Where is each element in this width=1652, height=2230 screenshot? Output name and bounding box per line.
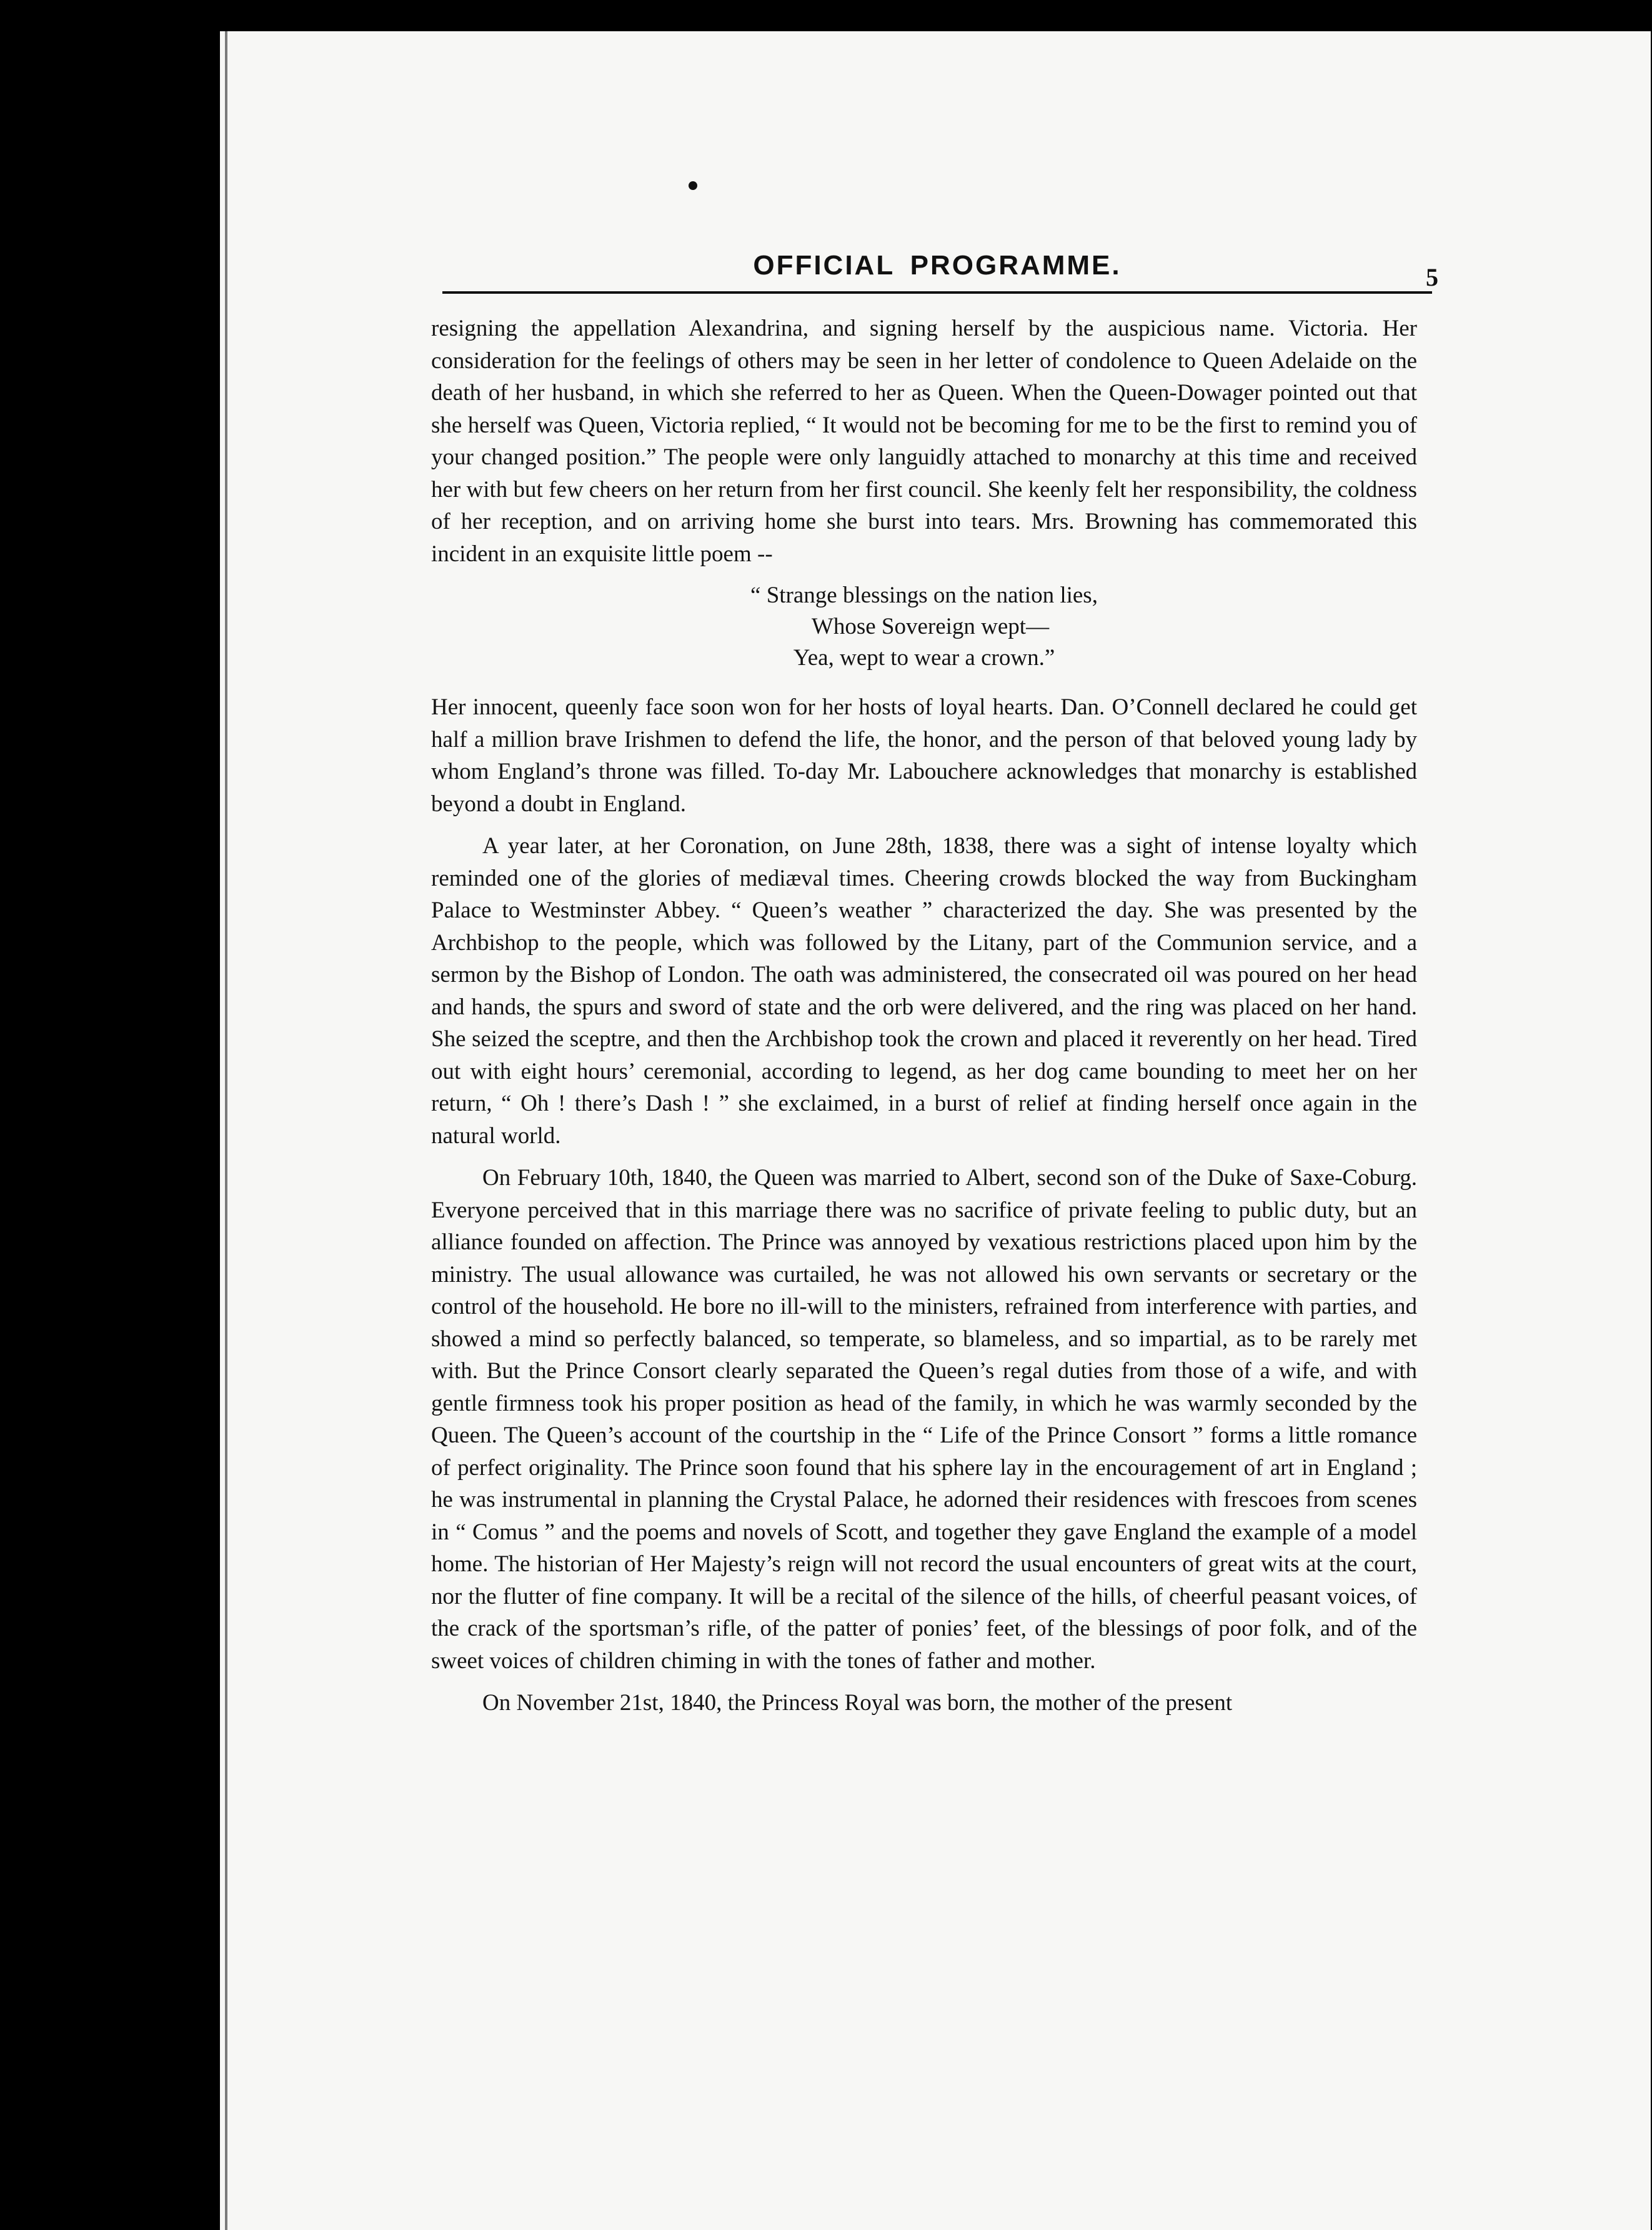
page-number: 5	[1426, 263, 1438, 291]
paragraph-2: Her innocent, queenly face soon won for her hosts of loyal hearts. Dan. O’Connell declared he could get half a million brave Irishmen to defend the life, the honor, and the person of that beloved young lady by whom England’s throne was filled. To-day Mr. Labouchere acknowledges that monarchy is established beyond a doubt in England.	[431, 694, 1417, 817]
paragraph-1: resigning the appellation Alexandrina, and signing herself by the auspicious name. Victoria. Her consideration for the feelings of others may be seen in her letter of condolence to Queen Adelaide on the death of her husband, in which she referred to her as Queen. When the Queen-Dowager pointed out that she herself was Queen, Victoria replied, “ It would not be becoming for me to be the first to remind you of your changed position.” The people were only languidly attached to monarchy at this time and received her with but few cheers on her return from her first council. She keenly felt her responsibility, the coldness of her reception, and on arriving home she burst into tears. Mrs. Browning has commemorated this incident in an exquisite little poem --	[431, 316, 1417, 567]
paragraph-3: A year later, at her Coronation, on June 28th, 1838, there was a sight of intense loyalty which reminded one of the glories of mediæval times. Cheering crowds blocked the way from Buckingham Palace to Westminster Abbey. “ Queen’s weather ” characterized the day. She was presented by the Archbishop to the people, which was followed by the Litany, part of the Communion service, and a sermon by the Bishop of London. The oath was administered, the consecrated oil was poured on her head and hands, the spurs and sword of state and the orb were delivered, and the ring was placed on her hand. She seized the sceptre, and then the Archbishop took the crown and placed it reverently on her head. Tired out with eight hours’ ceremonial, according to legend, as her dog came bounding to meet her on her return, “ Oh ! there’s Dash ! ” she exclaimed, in a burst of relief at finding herself once again in the natural world.	[431, 833, 1417, 1149]
poem-line-3: Yea, wept to wear a crown.”	[793, 645, 1055, 671]
poem-line-1: “ Strange blessings on the nation lies,	[750, 582, 1098, 608]
poem-line-2: Whose Sovereign wept—	[811, 614, 1050, 639]
paragraph-4: On February 10th, 1840, the Queen was married to Albert, second son of the Duke of Saxe-Coburg. Everyone perceived that in this marriage there was no sacrifice of private feeling to public duty, but an alliance founded on affection. The Prince was annoyed by vexatious restrictions placed upon him by the ministry. The usual allowance was curtailed, he was not allowed his own servants or secretary or the control of the household. He bore no ill-will to the ministers, refrained from interference with parties, and showed a mind so perfectly balanced, so temperate, so blameless, and so impartial, as to be rarely met with. But the Prince Consort clearly separated the Queen’s regal duties from those of a wife, and with gentle firmness took his proper position as head of the family, in which he was warmly seconded by the Queen. The Queen’s account of the courtship in the “ Life of the Prince Consort ” forms a little romance of perfect originality. The Prince soon found that his sphere lay in the encouragement of art in England ; he was instrumental in planning the Crystal Palace, he adorned their residences with frescoes from scenes in “ Comus ” and the poems and novels of Scott, and together they gave England the example of a model home. The historian of Her Majesty’s reign will not record the usual encounters of great wits at the court, nor the flutter of fine company. It will be a recital of the silence of the hills, of cheerful peasant voices, of the crack of the sportsman’s rifle, of the patter of ponies’ feet, of the blessings of poor folk, and of the sweet voices of children chiming in with the tones of father and mother.	[431, 1165, 1417, 1674]
page-title: OFFICIAL PROGRAMME.	[753, 250, 1122, 281]
poem-quote	[431, 580, 1417, 674]
paragraph-5: On November 21st, 1840, the Princess Royal was born, the mother of the present	[482, 1690, 1233, 1716]
binding-edge	[225, 31, 227, 2230]
ink-dot	[689, 181, 697, 190]
article-body	[431, 312, 1417, 1729]
header-rule	[442, 291, 1432, 294]
running-header	[442, 245, 1438, 301]
